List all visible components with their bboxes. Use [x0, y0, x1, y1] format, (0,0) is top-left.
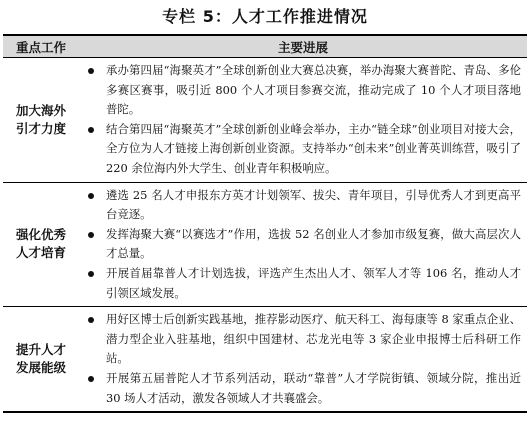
bullet-icon — [88, 68, 94, 74]
item-text: 开展第五届普陀人才节系列活动，联动“靠普”人才学院街镇、领域分院，推出近 30 场人才活动，激发各领域人才共襄盛会。 — [106, 370, 521, 405]
bullet-icon — [88, 271, 94, 277]
table-title: 专栏 5：人才工作推进情况 — [162, 7, 368, 26]
category-label-line: 加大海外 — [15, 102, 66, 118]
item-text: 发挥海聚大赛“以赛选才”作用，选拔 52 名创业人才参加市级复赛，做大高层次人才总量。 — [106, 226, 521, 261]
progress-list — [79, 61, 521, 179]
item-text: 结合第四届“海聚英才”全球创新创业峰会举办，主办“链全球”创业项目对接大会，全方位为人才链接上海创新创业资源。支持举办“创未来”创业菁英训练营，吸引了 220 余位海内外大学生、创业青年积极响应。 — [106, 121, 521, 175]
table-row — [3, 307, 527, 412]
progress-cell — [79, 58, 527, 183]
list-item — [79, 310, 521, 369]
progress-list — [79, 186, 521, 304]
category-cell — [3, 182, 79, 307]
bullet-icon — [88, 232, 94, 238]
bullet-icon — [88, 193, 94, 199]
item-text: 开展首届靠普人才计划选拔，评选产生杰出人才、领军人才等 106 名，推动人才引领区域发展。 — [106, 265, 521, 300]
table-row — [3, 182, 527, 307]
table-row — [3, 58, 527, 183]
list-item — [79, 120, 521, 179]
category-label-line: 发展能级 — [15, 360, 66, 376]
list-item — [79, 225, 521, 264]
progress-list — [79, 310, 521, 408]
list-item — [79, 264, 521, 303]
category-label-line: 提升人才 — [15, 342, 66, 358]
list-item — [79, 61, 521, 120]
category-label-line: 引才力度 — [15, 120, 66, 136]
progress-cell — [79, 307, 527, 412]
bullet-icon — [88, 376, 94, 382]
category-label-line: 人才培育 — [15, 245, 66, 261]
category-cell — [3, 307, 79, 412]
item-text: 用好区博士后创新实践基地，推荐影动医疗、航天科工、海每康等 8 家重点企业、潜力型企业入驻基地，组织中国建材、芯龙光电等 3 家企业申报博士后科研工作站。 — [106, 312, 521, 366]
bullet-icon — [88, 317, 94, 323]
table-header-row — [3, 35, 527, 58]
list-item — [79, 369, 521, 408]
progress-table — [3, 34, 527, 413]
header-key-work: 重点工作 — [3, 35, 79, 58]
list-item — [79, 186, 521, 225]
progress-cell — [79, 182, 527, 307]
category-label-line: 强化优秀 — [15, 227, 66, 243]
item-text: 承办第四届“海聚英才”全球创新创业大赛总决赛，举办海聚大赛普陀、青岛、多伦多赛区赛事，吸引近 800 个人才项目参赛交流，推动完成了 10 个人才项目落地普陀。 — [106, 63, 521, 117]
header-main-progress: 主要进展 — [79, 35, 527, 58]
bullet-icon — [88, 127, 94, 133]
item-text: 遴选 25 名人才申报东方英才计划领军、拔尖、青年项目，引导优秀人才到更高平台竞逐。 — [106, 187, 521, 222]
category-cell — [3, 58, 79, 183]
